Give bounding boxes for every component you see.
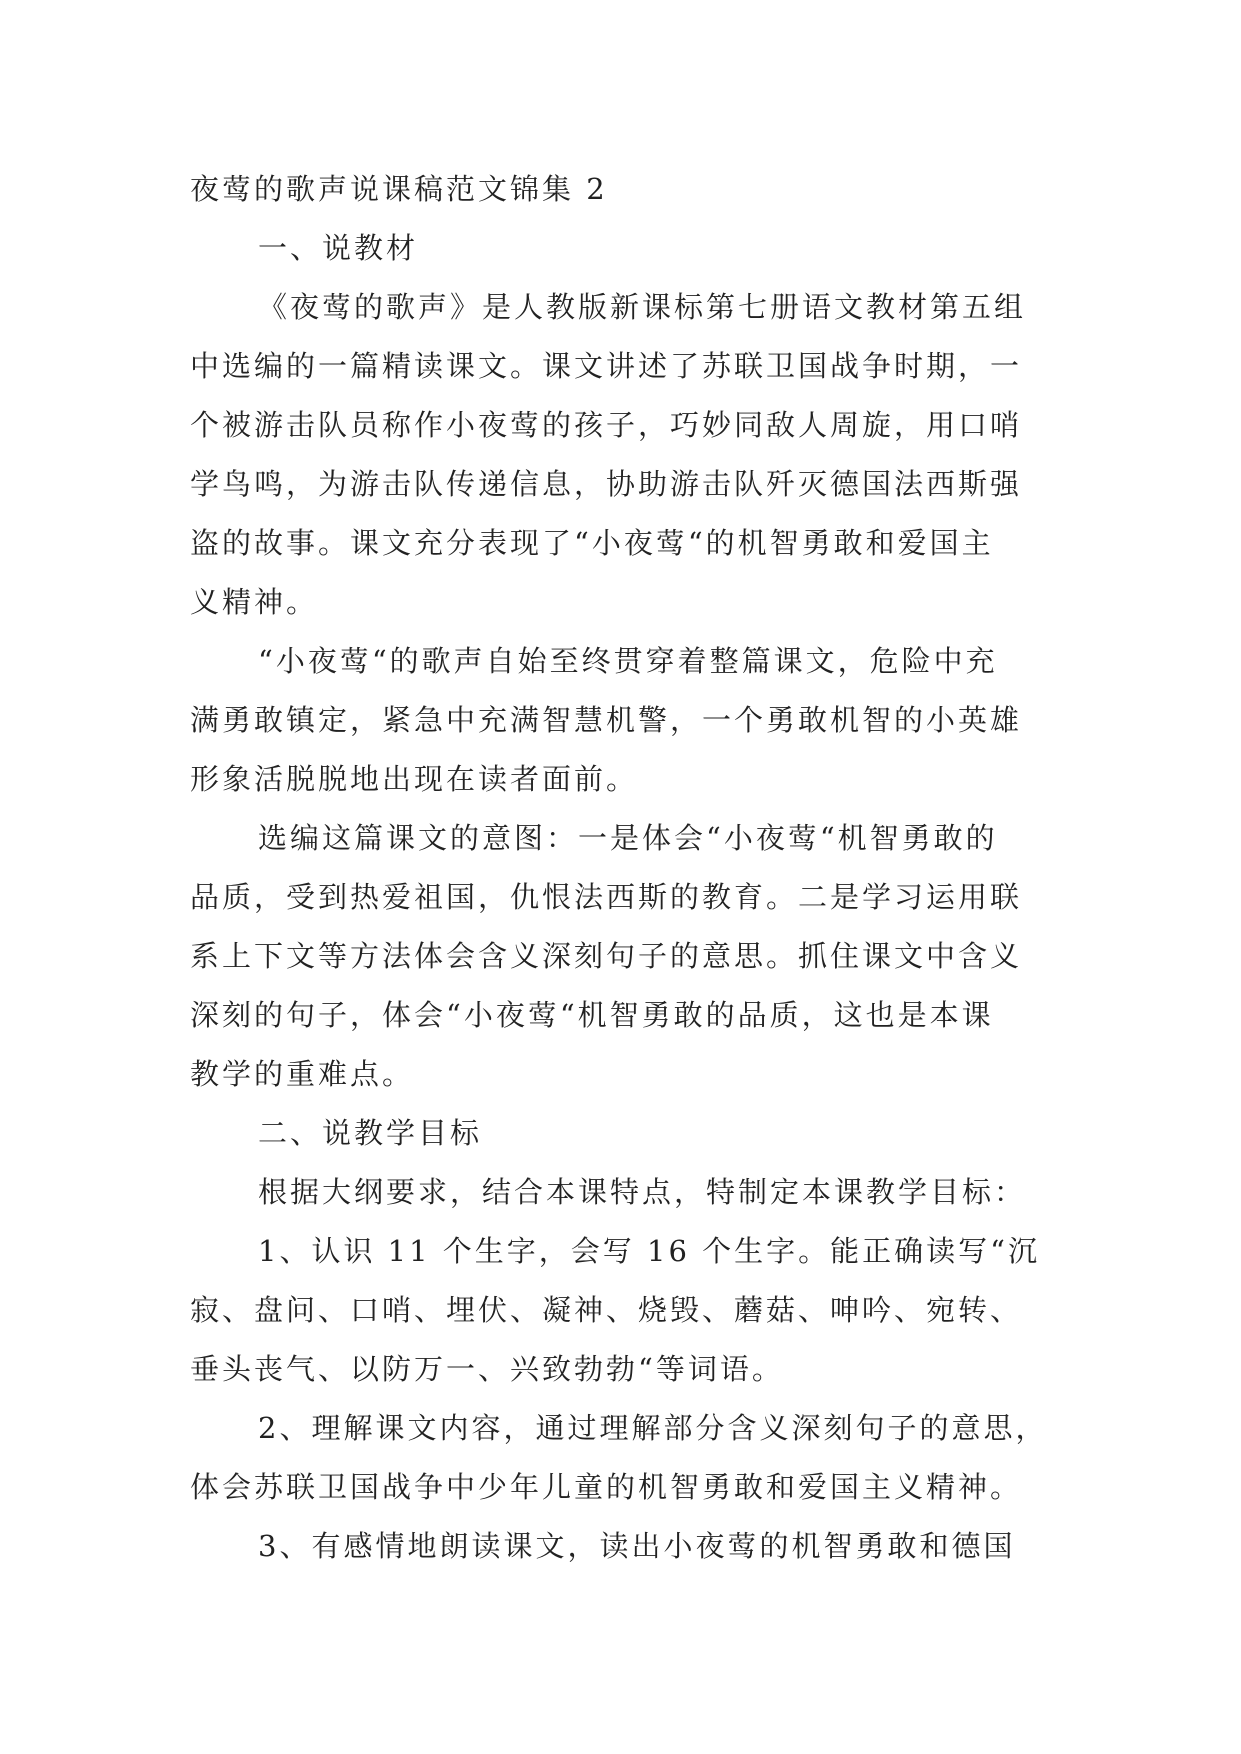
text-line: 深刻的句子，体会“小夜莺“机智勇敢的品质，这也是本课 (190, 998, 994, 1032)
text-line: 系上下文等方法体会含义深刻句子的意思。抓住课文中含义 (190, 939, 1023, 973)
text-line: 教学的重难点。 (190, 1057, 415, 1091)
text-line: 3、有感情地朗读课文，读出小夜莺的机智勇敢和德国 (258, 1529, 1016, 1563)
text-line: “小夜莺“的歌声自始至终贯穿着整篇课文，危险中充 (258, 644, 998, 678)
document-body (190, 219, 1052, 1576)
text-line: 品质，受到热爱祖国，仇恨法西斯的教育。二是学习运用联 (190, 880, 1023, 914)
text-line: 根据大纲要求，结合本课特点，特制定本课教学目标： (258, 1175, 1027, 1209)
text-line: 中选编的一篇精读课文。课文讲述了苏联卫国战争时期，一 (190, 349, 1023, 383)
text-line: 体会苏联卫国战争中少年儿童的机智勇敢和爱国主义精神。 (190, 1470, 1023, 1504)
text-line: 一、说教材 (258, 231, 419, 265)
text-line: 垂头丧气、以防万一、兴致勃勃“等词语。 (190, 1352, 784, 1386)
document-page (190, 160, 1052, 1576)
text-line: 义精神。 (190, 585, 319, 619)
text-line: 盗的故事。课文充分表现了“小夜莺“的机智勇敢和爱国主 (190, 526, 994, 560)
text-line: 形象活脱脱地出现在读者面前。 (190, 762, 639, 796)
text-line: 学鸟鸣，为游击队传递信息，协助游击队歼灭德国法西斯强 (190, 467, 1023, 501)
text-line: 选编这篇课文的意图：一是体会“小夜莺“机智勇敢的 (258, 821, 998, 855)
text-line: 满勇敢镇定，紧急中充满智慧机警，一个勇敢机智的小英雄 (190, 703, 1023, 737)
text-line: 寂、盘问、口哨、埋伏、凝神、烧毁、蘑菇、呻吟、宛转、 (190, 1293, 1023, 1327)
text-line: 2、理解课文内容，通过理解部分含义深刻句子的意思， (258, 1411, 1048, 1445)
document-title: 夜莺的歌声说课稿范文锦集 2 (190, 172, 608, 206)
text-line: 个被游击队员称作小夜莺的孩子，巧妙同敌人周旋，用口哨 (190, 408, 1023, 442)
text-line: 《夜莺的歌声》是人教版新课标第七册语文教材第五组 (258, 290, 1027, 324)
text-line: 二、说教学目标 (258, 1116, 483, 1150)
text-line: 1、认识 11 个生字，会写 16 个生字。能正确读写“沉 (258, 1234, 1040, 1268)
